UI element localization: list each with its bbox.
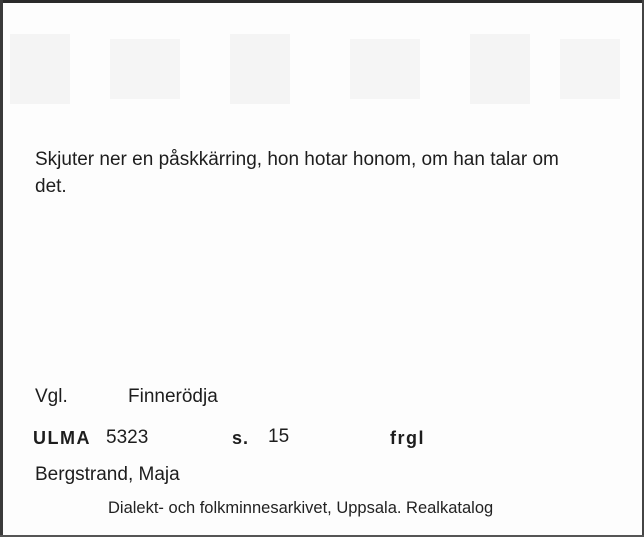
- showthrough-marks: [0, 14, 644, 124]
- category-code: frgl: [390, 428, 425, 448]
- page-number: 15: [268, 426, 290, 447]
- recorder-name: Bergstrand, Maja: [35, 464, 180, 485]
- archive-number: 5323: [106, 427, 149, 448]
- card-edge-top: [0, 0, 644, 3]
- archive-footer: Dialekt- och folkminnesarkivet, Uppsala. Realkatalog: [108, 499, 494, 517]
- card-main-text: Skjuter ner en påskkärring, hon hotar honom, om han talar om det.: [35, 149, 559, 197]
- province-abbreviation: Vgl.: [35, 386, 68, 407]
- page-label: s.: [232, 428, 250, 448]
- parish-name: Finnerödja: [128, 386, 218, 407]
- card-edge-left: [0, 0, 3, 537]
- reverse-side-showthrough: [0, 14, 644, 146]
- archive-label: ULMA: [33, 428, 91, 448]
